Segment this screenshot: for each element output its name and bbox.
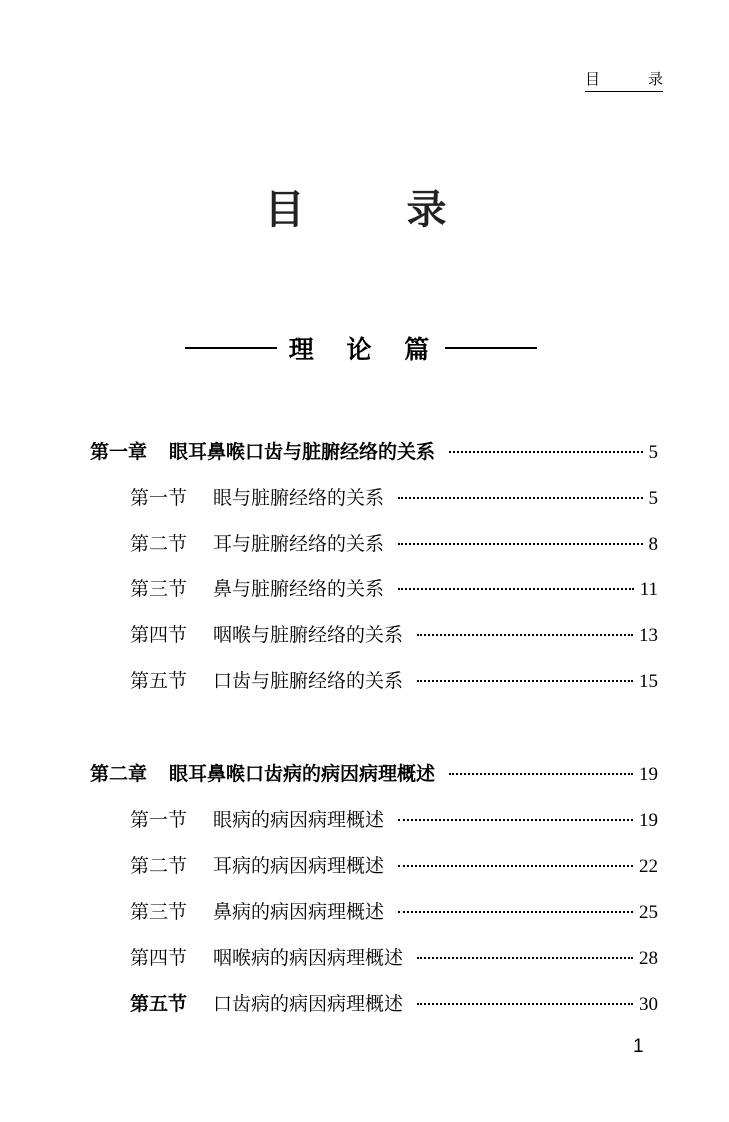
toc-section[interactable] [130,483,658,510]
toc-section[interactable] [130,805,658,832]
section-page: 8 [648,534,658,555]
part-title-rule-left [185,347,277,349]
section-label: 第二节 [130,855,188,877]
toc-section[interactable] [130,666,658,693]
section-label: 第四节 [130,947,188,969]
dot-leader [398,588,634,590]
toc-section[interactable] [130,620,658,647]
section-label: 第一节 [130,487,188,509]
section-label: 第五节 [130,670,188,692]
chapter-label: 第二章 [90,763,148,785]
section-title: 耳病的病因病理概述 [213,855,385,877]
page-number: 1 [633,1036,644,1057]
section-label: 第四节 [130,624,188,646]
part-title-text: 理 论 篇 [288,335,442,364]
dot-leader [398,819,633,821]
section-title: 口齿病的病因病理概述 [213,993,404,1015]
running-head [585,68,663,92]
running-head-left: 目 [585,70,601,88]
dot-leader [398,911,633,913]
section-page: 11 [639,579,658,600]
dot-leader [449,773,633,775]
dot-leader [417,957,633,959]
toc-section[interactable] [130,529,658,556]
toc-chapter[interactable] [90,437,658,464]
dot-leader [398,497,642,499]
section-page: 30 [639,994,658,1015]
toc-section[interactable] [130,943,658,970]
section-page: 19 [639,810,658,831]
section-title: 眼与脏腑经络的关系 [213,487,385,509]
dot-leader [417,1003,633,1005]
chapter-page: 5 [648,442,658,463]
section-page: 13 [639,625,658,646]
part-title-rule-right [445,347,537,349]
dot-leader [398,543,642,545]
dot-leader [449,451,642,453]
running-head-right: 录 [647,70,663,88]
chapter-label: 第一章 [90,441,148,463]
section-page: 25 [639,902,658,923]
section-page: 28 [639,948,658,969]
toc-section[interactable] [130,574,658,601]
chapter-page: 19 [639,764,658,785]
dot-leader [417,634,633,636]
page-title: 目 录 [264,186,491,233]
section-label: 第二节 [130,533,188,555]
toc-chapter[interactable] [90,759,658,786]
section-page: 15 [639,671,658,692]
section-label: 第三节 [130,901,188,923]
toc-section[interactable] [130,989,658,1016]
section-page: 22 [639,856,658,877]
section-label: 第三节 [130,578,188,600]
section-label: 第五节 [130,993,188,1015]
chapter-title: 眼耳鼻喉口齿与脏腑经络的关系 [169,441,436,463]
section-label: 第一节 [130,809,188,831]
toc-section[interactable] [130,851,658,878]
section-title: 眼病的病因病理概述 [213,809,385,831]
section-title: 口齿与脏腑经络的关系 [213,670,404,692]
chapter-title: 眼耳鼻喉口齿病的病因病理概述 [169,763,436,785]
section-title: 鼻与脏腑经络的关系 [213,578,385,600]
section-title: 鼻病的病因病理概述 [213,901,385,923]
dot-leader [398,865,633,867]
section-title: 咽喉病的病因病理概述 [213,947,404,969]
section-title: 咽喉与脏腑经络的关系 [213,624,404,646]
part-title [185,330,537,366]
toc-section[interactable] [130,897,658,924]
section-page: 5 [648,488,658,509]
dot-leader [417,680,633,682]
section-title: 耳与脏腑经络的关系 [213,533,385,555]
